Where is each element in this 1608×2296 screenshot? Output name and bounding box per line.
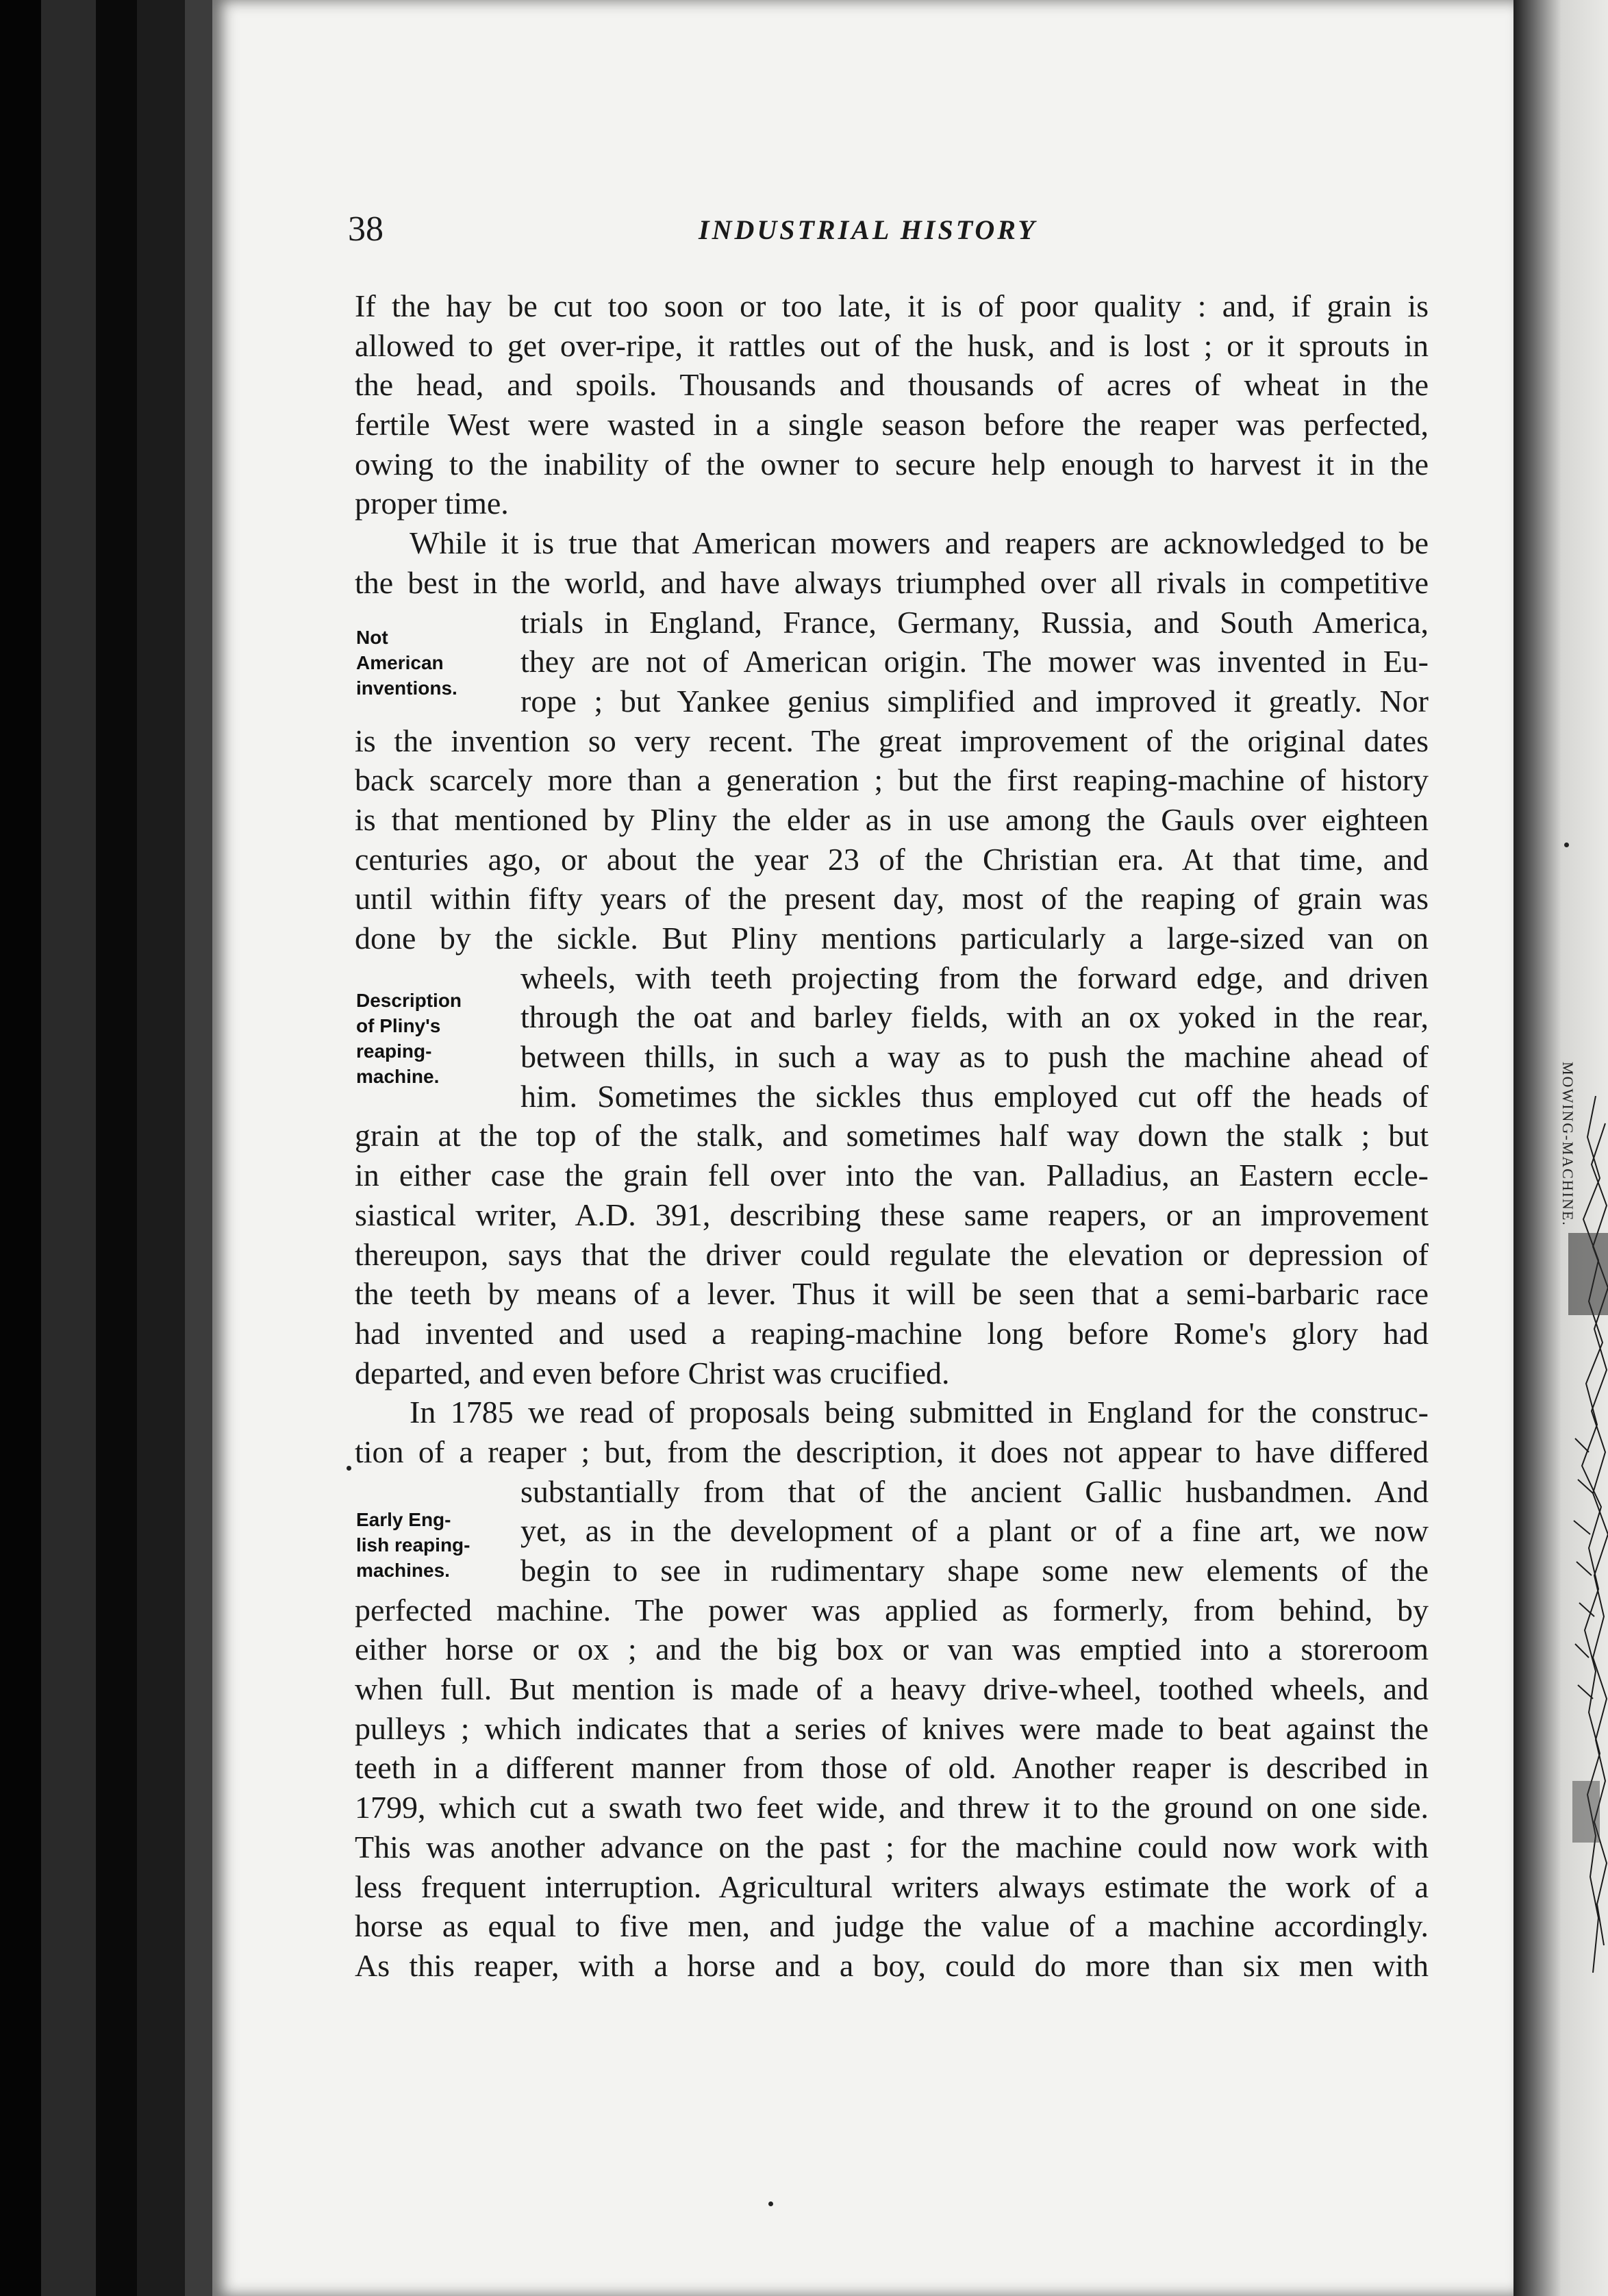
margin-note-line: Description bbox=[356, 990, 462, 1011]
text-line: less frequent interruption. Agricultural writers always estimate the work of a bbox=[355, 1869, 1429, 1904]
text-line: grain at the top of the stalk, and sometimes half way down the stalk ; but bbox=[355, 1118, 1429, 1153]
margin-note-line: Early Eng- bbox=[356, 1509, 451, 1530]
text-line: either horse or ox ; and the big box or van was emptied into a storeroom bbox=[355, 1632, 1429, 1667]
text-line: rope ; but Yankee genius simplified and improved it greatly. Nor bbox=[520, 683, 1429, 719]
engraving-illustration bbox=[1568, 1096, 1608, 1973]
binding-strip bbox=[185, 0, 212, 2296]
text-line: 1799, which cut a swath two feet wide, and threw it to the ground on one side. bbox=[355, 1790, 1429, 1825]
ink-speck bbox=[768, 2201, 773, 2206]
text-line: perfected machine. The power was applied as formerly, from behind, by bbox=[355, 1592, 1429, 1627]
text-line: between thills, in such a way as to push the machine ahead of bbox=[520, 1039, 1429, 1075]
text-line: allowed to get over-ripe, it rattles out of the husk, and is lost ; or it sprouts in bbox=[355, 327, 1429, 363]
text-line: teeth in a different manner from those of old. Another reaper is described in bbox=[355, 1750, 1429, 1786]
text-line: horse as equal to five men, and judge the value of a machine accordingly. bbox=[355, 1908, 1429, 1944]
text-line: If the hay be cut too soon or too late, it is of poor quality : and, if grain is bbox=[355, 288, 1429, 323]
margin-note-pliny bbox=[356, 988, 500, 1089]
margin-note-line: machine. bbox=[356, 1066, 440, 1087]
text-line: is the invention so very recent. The great improvement of the original dates bbox=[355, 723, 1429, 758]
running-head: INDUSTRIAL HISTORY bbox=[699, 214, 1038, 245]
margin-note-line: of Pliny's bbox=[356, 1015, 441, 1036]
text-line: thereupon, says that the driver could regulate the elevation or depression of bbox=[355, 1236, 1429, 1272]
text-line: yet, as in the development of a plant or of a fine art, we now bbox=[520, 1513, 1429, 1549]
text-line: centuries ago, or about the year 23 of the Christian era. At that time, and bbox=[355, 841, 1429, 877]
text-line: As this reaper, with a horse and a boy, could do more than six men with bbox=[355, 1947, 1429, 1983]
text-line: In 1785 we read of proposals being submitted in England for the construc- bbox=[410, 1395, 1429, 1430]
text-line: in either case the grain fell over into the van. Palladius, an Eastern eccle- bbox=[355, 1158, 1429, 1193]
text-line: tion of a reaper ; but, from the description, it does not appear to have differed bbox=[355, 1434, 1429, 1469]
ink-speck bbox=[347, 1466, 351, 1471]
text-line: done by the sickle. But Pliny mentions particularly a large-sized van on bbox=[355, 921, 1429, 956]
text-line: had invented and used a reaping-machine long before Rome's glory had bbox=[355, 1315, 1429, 1351]
text-line: when full. But mention is made of a heavy drive-wheel, toothed wheels, and bbox=[355, 1671, 1429, 1707]
text-line: him. Sometimes the sickles thus employed cut off the heads of bbox=[520, 1078, 1429, 1114]
binding-strip bbox=[96, 0, 137, 2296]
text-line: siastical writer, A.D. 391, describing these same reapers, or an improvement bbox=[355, 1197, 1429, 1232]
text-line: pulleys ; which indicates that a series of knives were made to beat against the bbox=[355, 1710, 1429, 1746]
text-line: the head, and spoils. Thousands and thousands of acres of wheat in the bbox=[355, 367, 1429, 403]
margin-note-line: inventions. bbox=[356, 677, 457, 699]
binding-strip bbox=[137, 0, 185, 2296]
margin-note-not-american bbox=[356, 625, 500, 701]
margin-note-early-english bbox=[356, 1507, 500, 1583]
text-line: begin to see in rudimentary shape some new elements of the bbox=[520, 1553, 1429, 1588]
text-line: substantially from that of the ancient Gallic husbandmen. And bbox=[520, 1473, 1429, 1509]
text-line: the teeth by means of a lever. Thus it will be seen that a semi-barbaric race bbox=[355, 1276, 1429, 1312]
binding-strip bbox=[41, 0, 96, 2296]
text-line: back scarcely more than a generation ; but the first reaping-machine of history bbox=[355, 762, 1429, 798]
text-line: trials in England, France, Germany, Russia, and South America, bbox=[520, 604, 1429, 640]
text-line: through the oat and barley fields, with an ox yoked in the rear, bbox=[520, 999, 1429, 1035]
text-line: is that mentioned by Pliny the elder as in use among the Gauls over eighteen bbox=[355, 801, 1429, 837]
margin-note-line: Not bbox=[356, 627, 388, 648]
text-line: until within fifty years of the present day, most of the reaping of grain was bbox=[355, 881, 1429, 916]
margin-note-line: lish reaping- bbox=[356, 1534, 470, 1556]
text-line: This was another advance on the past ; for the machine could now work with bbox=[355, 1829, 1429, 1864]
margin-note-line: machines. bbox=[356, 1560, 450, 1581]
facing-page-caption: MOWING-MACHINE. bbox=[1559, 1062, 1576, 1227]
text-line: owing to the inability of the owner to secure help enough to harvest it in the bbox=[355, 446, 1429, 482]
text-line: proper time. bbox=[355, 486, 509, 521]
margin-note-line: reaping- bbox=[356, 1040, 432, 1062]
binding-strip bbox=[0, 0, 41, 2296]
body-text bbox=[355, 286, 1429, 1986]
text-line: wheels, with teeth projecting from the forward edge, and driven bbox=[520, 960, 1429, 995]
text-line: departed, and even before Christ was crucified. bbox=[355, 1355, 950, 1390]
text-line: fertile West were wasted in a single season before the reaper was perfected, bbox=[355, 407, 1429, 442]
text-line: While it is true that American mowers and reapers are acknowledged to be bbox=[410, 525, 1429, 561]
text-line: they are not of American origin. The mower was invented in Eu- bbox=[520, 644, 1429, 679]
page-number: 38 bbox=[348, 210, 384, 249]
text-line: the best in the world, and have always triumphed over all rivals in competitive bbox=[355, 564, 1429, 600]
margin-note-line: American bbox=[356, 652, 444, 673]
ink-speck bbox=[1564, 843, 1569, 847]
